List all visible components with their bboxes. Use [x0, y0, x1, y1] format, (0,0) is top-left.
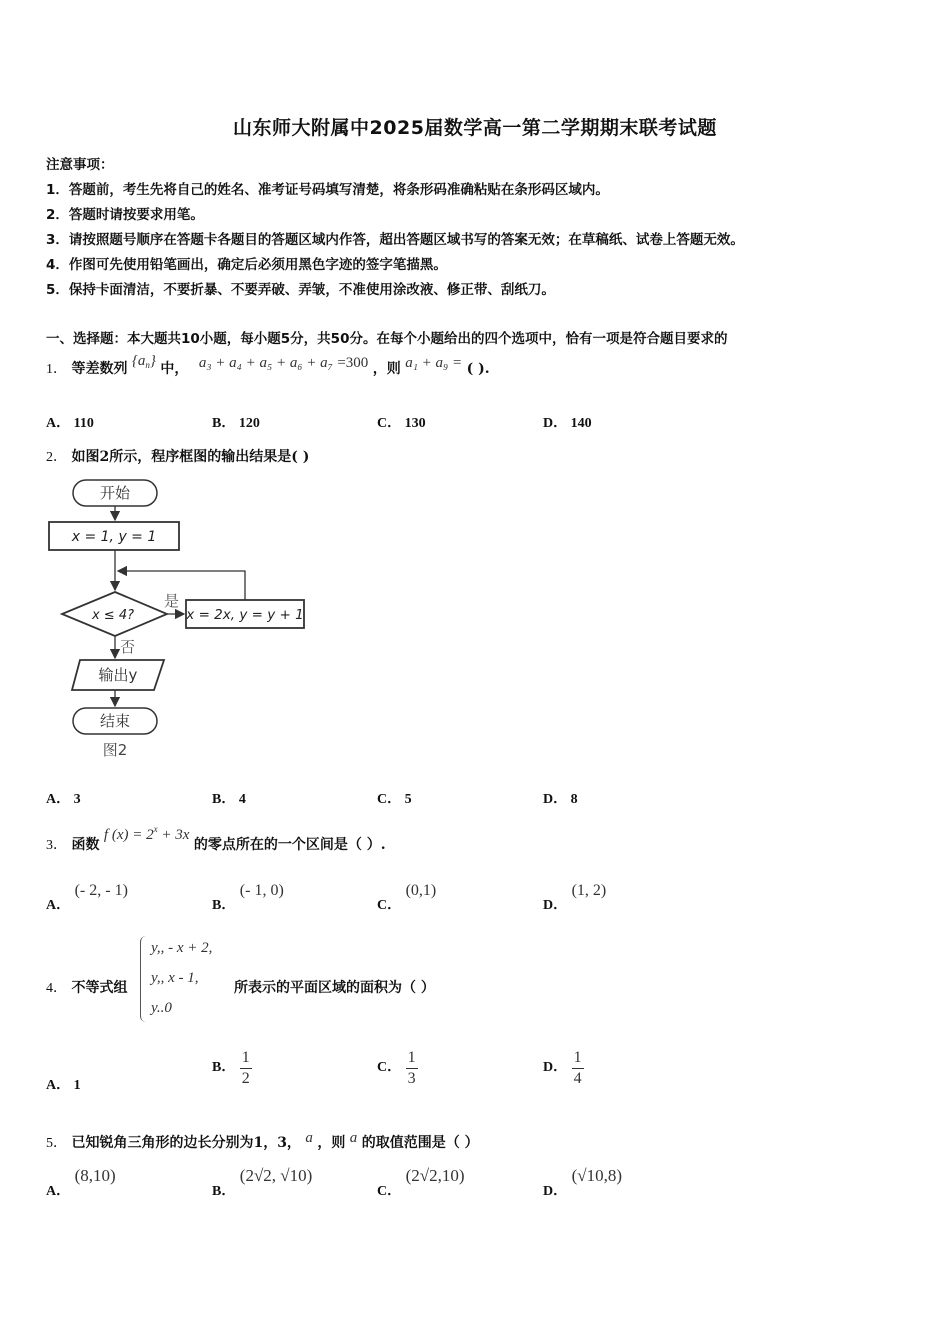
start-label: 开始: [99, 484, 131, 502]
notice-item: 1．答题前，考生先将自己的姓名、准考证号码填写清楚，将条形码准确粘贴在条形码区域内。: [46, 182, 609, 198]
update-label: x = 2x, y = y + 1: [186, 607, 304, 623]
question-number: 2．: [46, 450, 67, 465]
decision-label: x ≤ 4?: [91, 608, 135, 623]
question-1: [46, 353, 490, 378]
option-a[interactable]: A． 110: [46, 416, 94, 431]
option-c[interactable]: C． 5: [377, 792, 412, 807]
inequality-line: y..0: [151, 1000, 172, 1016]
option-d[interactable]: D． $\frac{1}{4}$: [543, 1049, 582, 1087]
question-text: 如图2所示，程序框图的输出结果是( ): [71, 449, 310, 465]
equation-ask: a₁ + a₉ =: [405, 355, 463, 371]
question-text: 中，: [160, 361, 189, 377]
variable-a: a: [305, 1130, 313, 1146]
notice-item: 5．保持卡面清洁，不要折暴、不要弄破、弄皱，不准使用涂改液、修正带、刮纸刀。: [46, 282, 555, 298]
option-b[interactable]: B． 4: [212, 792, 246, 807]
yes-label: 是: [164, 592, 180, 610]
question-text: ( ).: [466, 361, 490, 377]
option-b[interactable]: B． 120: [212, 416, 260, 431]
question-number: 4．: [46, 981, 67, 996]
function-expression: f $(x) = 2^x + 3x$: [103, 824, 190, 843]
option-c[interactable]: C． $\frac{1}{3}$: [377, 1049, 416, 1087]
option-a[interactable]: A． 1: [46, 1078, 81, 1093]
option-d[interactable]: D． (1, 2): [543, 882, 607, 913]
page-title: 山东师大附属中2025届数学高一第二学期期末联考试题: [233, 117, 717, 139]
option-d[interactable]: D． (√10,8): [543, 1166, 622, 1199]
question-text: 不等式组: [71, 980, 128, 996]
init-label: x = 1, y = 1: [71, 529, 157, 545]
inequality-line: y,, - x + 2,: [151, 940, 213, 956]
question-number: 1．: [46, 362, 67, 377]
question-5: [46, 1132, 479, 1152]
end-label: 结束: [99, 712, 131, 730]
question-text: 等差数列: [71, 361, 128, 377]
option-d[interactable]: D． 8: [543, 792, 578, 807]
figure-caption: 图2: [102, 741, 128, 759]
section-heading: 一、选择题：本大题共10小题，每小题5分，共50分。在每个小题给出的四个选项中，恰有一项是符合题目要求的: [46, 331, 728, 347]
question-2: [46, 446, 309, 466]
option-d[interactable]: D． 140: [543, 416, 592, 431]
notice-item: 4．作图可先使用铅笔画出，确定后必须用黑色字迹的签字笔描黑。: [46, 257, 447, 273]
question-4-prefix: [46, 977, 127, 997]
flowchart: [40, 472, 320, 772]
notice-item: 3．请按照题号顺序在答题卡各题目的答题区域内作答，超出答题区域书写的答案无效；在草稿纸、试卷上答题无效。: [46, 232, 744, 248]
option-c[interactable]: C． 130: [377, 416, 426, 431]
no-label: 否: [120, 638, 136, 656]
question-number: 3．: [46, 838, 67, 853]
option-b[interactable]: B． (2√2, √10): [212, 1166, 313, 1199]
question-text: 的取值范围是（ ）: [361, 1135, 479, 1151]
question-text: 已知锐角三角形的边长分别为1，3，: [71, 1135, 301, 1151]
question-text: 的零点所在的一个区间是（ ）.: [193, 837, 386, 853]
option-a[interactable]: A． 3: [46, 792, 81, 807]
output-label: 输出y: [98, 666, 138, 684]
option-a[interactable]: A． (8,10): [46, 1166, 116, 1199]
question-3: [46, 824, 386, 854]
notice-heading: 注意事项：: [46, 157, 114, 173]
question-text: 函数: [71, 837, 100, 853]
question-text: ，则: [372, 361, 401, 377]
equation-rhs: =300: [337, 355, 369, 371]
question-text: 所表示的平面区域的面积为（ ）: [234, 980, 435, 996]
question-text: ，则: [317, 1135, 346, 1151]
question-number: 5．: [46, 1136, 67, 1151]
notice-item: 2．答题时请按要求用笔。: [46, 207, 204, 223]
option-c[interactable]: C． (2√2,10): [377, 1166, 465, 1199]
option-b[interactable]: B． (- 1, 0): [212, 882, 284, 913]
option-c[interactable]: C． (0,1): [377, 882, 437, 913]
equation-lhs: a₃ + a₄ + a₅ + a₆ + a₇: [198, 355, 333, 371]
system-brace: [140, 936, 149, 1022]
inequality-line: y,, x - 1,: [151, 970, 199, 986]
option-a[interactable]: A． (- 2, - 1): [46, 882, 128, 913]
sequence-symbol: $\{a_n\}$: [131, 353, 156, 370]
loop-arrow: [118, 571, 245, 600]
variable-a: a: [349, 1130, 358, 1146]
option-b[interactable]: B． $\frac{1}{2}$: [212, 1049, 250, 1087]
